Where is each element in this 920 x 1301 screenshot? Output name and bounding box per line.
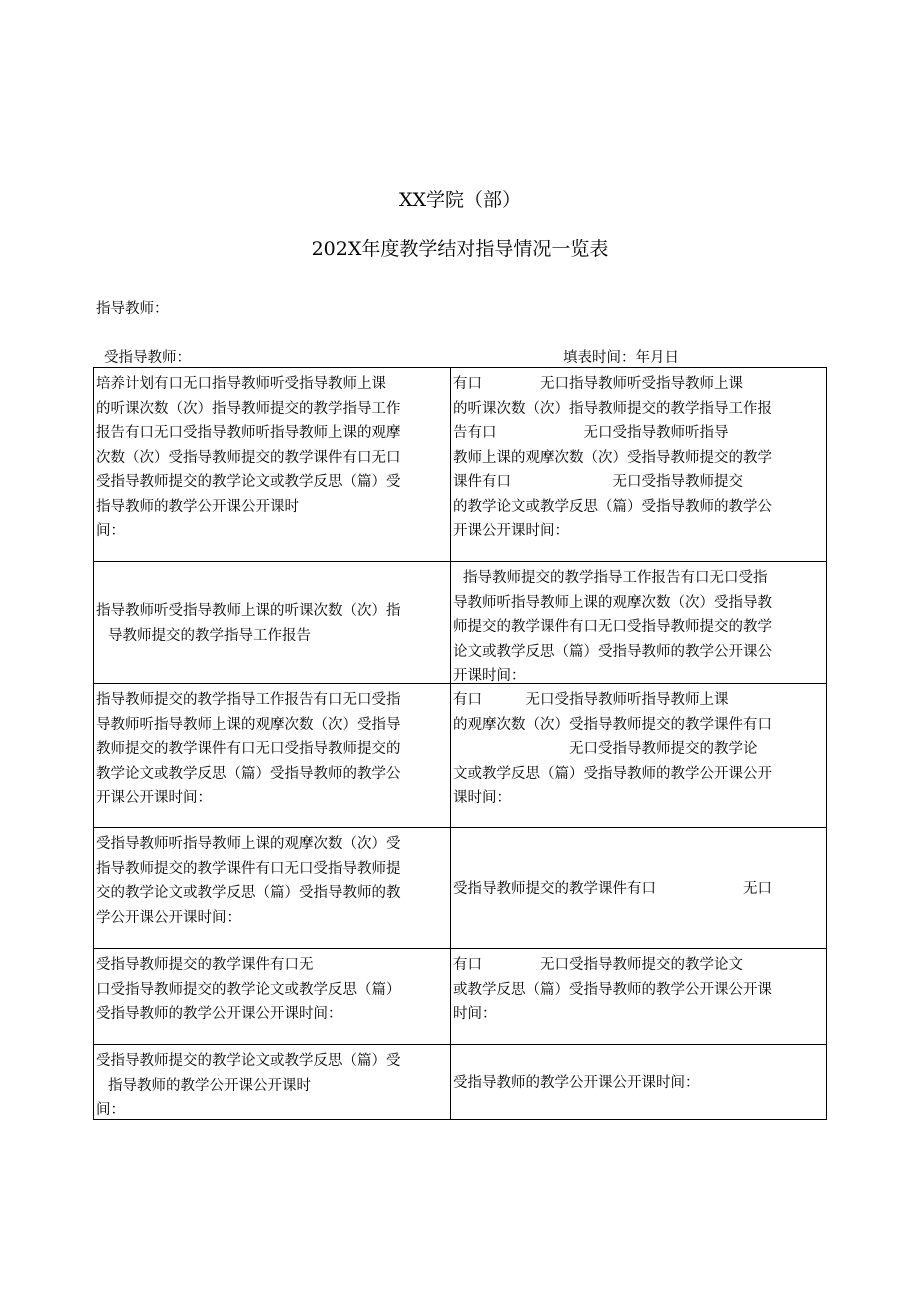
cell-line: 的教学论文或教学反思（篇）受指导教师的教学公 <box>453 498 772 515</box>
cell-line: 开课公开课时间： <box>453 523 569 539</box>
cell-line: 师提交的教学课件有口无口受指导教师提交的教学 <box>453 619 772 635</box>
cell-line: 受指导教师听指导教师上课的观摩次数（次）受 <box>96 836 401 852</box>
row-2-right-cell <box>451 562 826 684</box>
page-title: XX学院（部） <box>398 189 522 211</box>
cell-line: 的听课次数（次）指导教师提交的教学指导工作 <box>96 400 401 417</box>
row-3-right-cell <box>451 684 826 828</box>
cell-line: 口受指导教师提交的教学论文或教学反思（篇） <box>96 981 401 998</box>
cell-line: 学公开课公开课时间： <box>96 909 241 926</box>
cell-line: 文或教学反思（篇）受指导教师的教学公开课公开 <box>453 765 772 782</box>
cell-line: 课件有口 无口受指导教师提交 <box>453 474 743 490</box>
cell-line: 报告有口无口受指导教师听指导教师上课的观摩 <box>96 425 401 441</box>
cell-line: 受指导教师的教学公开课公开课时间： <box>96 1006 343 1022</box>
cell-line: 培养计划有口无口指导教师听受指导教师上课 <box>96 376 386 392</box>
page-subtitle: 202X年度教学结对指导情况一览表 <box>311 238 609 260</box>
cell-line: 指导教师提交的教学课件有口无口受指导教师提 <box>96 860 401 877</box>
cell-line: 课时间： <box>453 790 511 806</box>
cell-line: 指导教师听受指导教师上课的听课次数（次）指 <box>96 603 401 619</box>
cell-line: 间： <box>96 1102 125 1118</box>
row-3-left-cell <box>94 684 451 828</box>
row-6-right-cell <box>451 1045 826 1119</box>
cell-line: 无口受指导教师提交的教学论 <box>569 741 758 757</box>
cell-line: 有口 无口指导教师听受指导教师上课 <box>453 376 743 392</box>
cell-line: 指导教师提交的教学指导工作报告有口无口受指 <box>96 692 401 708</box>
cell-line: 有口 无口受指导教师提交的教学论文 <box>453 957 743 973</box>
cell-line: 或教学反思（篇）受指导教师的教学公开课公开课 <box>453 981 772 998</box>
row-5-left-cell <box>94 949 451 1045</box>
cell-line: 受指导教师提交的教学课件有口无 <box>96 957 314 973</box>
cell-line: 指导教师提交的教学指导工作报告有口无口受指 <box>463 570 768 586</box>
cell-line: 次数（次）受指导教师提交的教学课件有口无口 <box>96 449 401 466</box>
cell-line: 受指导教师提交的教学论文或教学反思（篇）受 <box>96 1053 401 1069</box>
cell-line: 教师提交的教学课件有口无口受指导教师提交的 <box>96 741 401 757</box>
cell-line: 开课公开课时间： <box>96 790 212 806</box>
cell-line: 论文或教学反思（篇）受指导教师的教学公开课公 <box>453 643 772 660</box>
cell-line: 受指导教师的教学公开课公开课时间： <box>453 1074 700 1091</box>
cell-line: 教师上课的观摩次数（次）受指导教师提交的教学 <box>453 449 772 466</box>
fill-date: 填表时间：年月日 <box>563 350 679 366</box>
cell-line: 告有口 无口受指导教师听指导 <box>453 425 729 441</box>
cell-line: 的听课次数（次）指导教师提交的教学指导工作报 <box>453 400 772 417</box>
row-2-left-cell <box>94 562 451 684</box>
cell-line: 指导教师的教学公开课公开课时 <box>108 1077 311 1094</box>
row-1-left-cell <box>94 368 451 562</box>
cell-line: 导教师听指导教师上课的观摩次数（次）受指导教 <box>453 594 772 611</box>
advisor-label: 指导教师： <box>96 301 169 317</box>
mentoring-table <box>93 367 827 1120</box>
cell-line: 间： <box>96 523 125 539</box>
cell-line: 交的教学论文或教学反思（篇）受指导教师的教 <box>96 885 401 901</box>
cell-line: 教学论文或教学反思（篇）受指导教师的教学公 <box>96 765 401 782</box>
cell-line: 导教师提交的教学指导工作报告 <box>108 627 311 644</box>
cell-line: 开课时间： <box>453 668 526 684</box>
row-4-left-cell <box>94 828 451 949</box>
cell-line: 时间： <box>453 1006 497 1022</box>
mentee-label: 受指导教师： <box>104 350 191 366</box>
cell-line: 有口 无口受指导教师听指导教师上课 <box>453 692 729 708</box>
cell-line: 受指导教师提交的教学论文或教学反思（篇）受 <box>96 474 401 490</box>
cell-line: 受指导教师提交的教学课件有口 无口 <box>453 880 772 897</box>
row-5-right-cell <box>451 949 826 1045</box>
cell-line: 指导教师的教学公开课公开课时 <box>96 498 299 515</box>
row-6-left-cell <box>94 1045 451 1119</box>
cell-line: 导教师听指导教师上课的观摩次数（次）受指导 <box>96 716 401 733</box>
row-4-right-cell <box>451 828 826 949</box>
row-1-right-cell <box>451 368 826 562</box>
cell-line: 的观摩次数（次）受指导教师提交的教学课件有口 <box>453 716 772 733</box>
